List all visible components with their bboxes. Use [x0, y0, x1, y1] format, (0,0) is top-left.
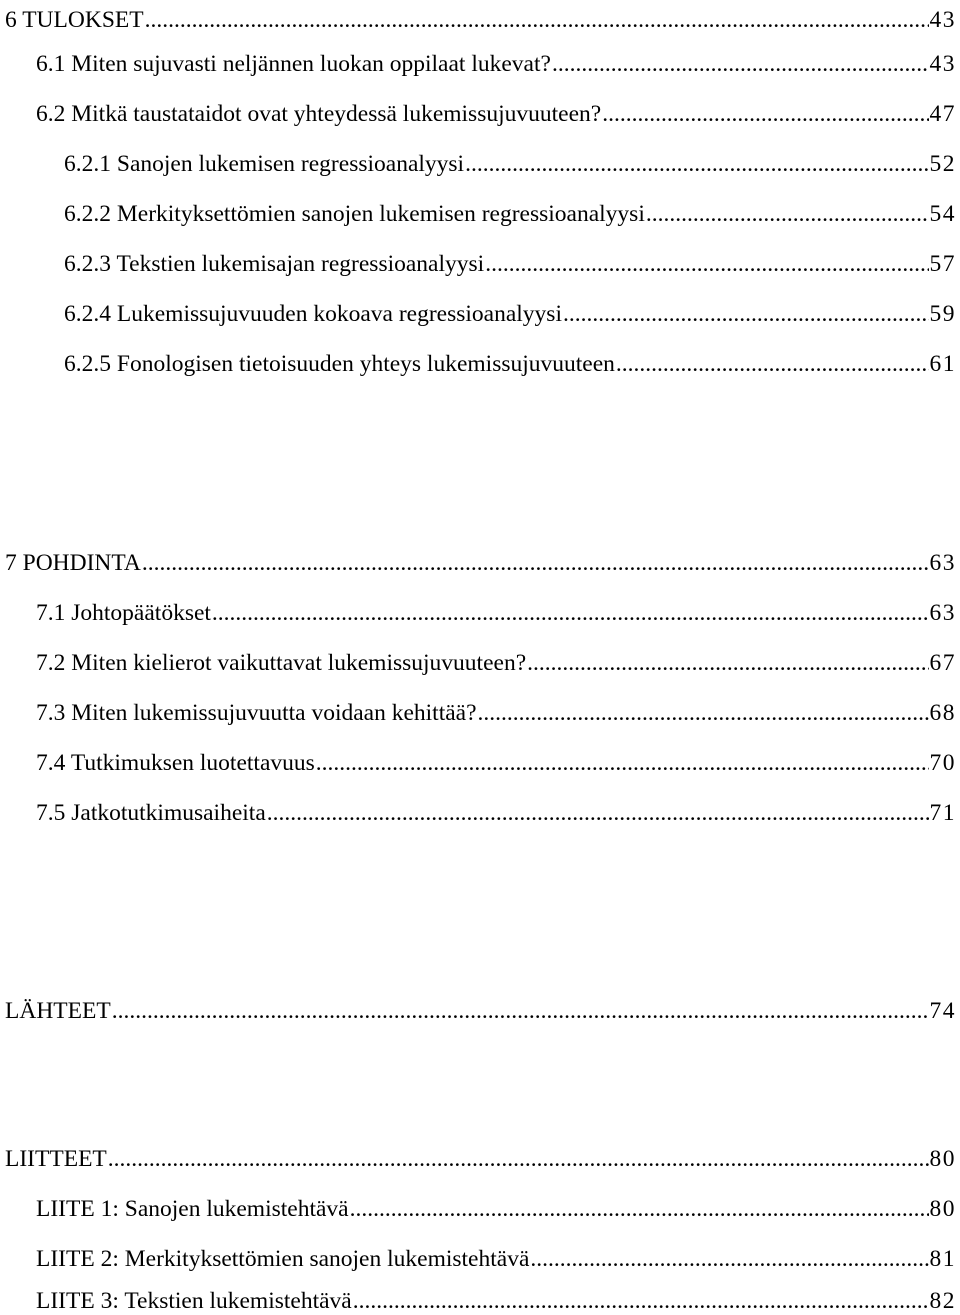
toc-entry-6-2[interactable]: [0, 94, 956, 128]
toc-page-number: 81: [929, 1246, 956, 1272]
toc-page-number: 63: [929, 550, 956, 576]
toc-entry-label: LIITE 2: Merkityksettömien sanojen lukemistehtävä: [36, 1246, 530, 1272]
toc-entry-label: 6.2.3 Tekstien lukemisajan regressioanalyysi: [64, 251, 485, 277]
toc-entry-7-1[interactable]: [0, 593, 956, 627]
toc-page-number: 80: [929, 1196, 956, 1222]
toc-entry-label: 7.5 Jatkotutkimusaiheita: [36, 800, 266, 826]
toc-entry-6-2-1[interactable]: [0, 144, 956, 178]
toc-entry-label: LÄHTEET: [5, 998, 111, 1024]
toc-entry-label: LIITTEET: [5, 1146, 107, 1172]
toc-entry-7-4[interactable]: [0, 743, 956, 777]
toc-entry-label: 6.2.5 Fonologisen tietoisuuden yhteys lukemissujuvuuteen: [64, 351, 615, 377]
toc-entry-label: 6 TULOKSET: [5, 7, 144, 33]
dot-leader: [267, 799, 929, 827]
toc-entry-label: 7.3 Miten lukemissujuvuutta voidaan kehittää?: [36, 700, 477, 726]
toc-page-number: 67: [929, 650, 956, 676]
dot-leader: [145, 6, 929, 34]
toc-page-number: 80: [929, 1146, 956, 1172]
toc-entry-label: 6.2.4 Lukemissujuvuuden kokoava regressioanalyysi: [64, 301, 562, 327]
toc-entry-7[interactable]: [0, 543, 956, 577]
toc-page-number: 59: [929, 301, 956, 327]
toc-entry-label: 7.4 Tutkimuksen luotettavuus: [36, 750, 315, 776]
dot-leader: [646, 200, 929, 228]
toc-entry-7-5[interactable]: [0, 793, 956, 827]
toc-page-number: 68: [929, 700, 956, 726]
toc-entry-6-2-4[interactable]: [0, 294, 956, 328]
toc-entry-6-2-2[interactable]: [0, 194, 956, 228]
toc-page-number: 52: [929, 151, 956, 177]
toc-entry-label: 6.2 Mitkä taustataidot ovat yhteydessä lukemissujuvuuteen?: [36, 101, 602, 127]
toc-page-number: 43: [929, 7, 956, 33]
dot-leader: [350, 1195, 929, 1223]
toc-page-number: 61: [929, 351, 956, 377]
toc-page-number: 82: [929, 1288, 956, 1314]
toc-entry-liite-3[interactable]: [0, 1281, 956, 1315]
toc-entry-7-3[interactable]: [0, 693, 956, 727]
dot-leader: [108, 1145, 929, 1173]
toc-entry-label: 6.2.1 Sanojen lukemisen regressioanalyysi: [64, 151, 465, 177]
toc-page-number: 54: [929, 201, 956, 227]
toc-entry-6-2-3[interactable]: [0, 244, 956, 278]
dot-leader: [465, 150, 928, 178]
toc-entry-label: LIITE 1: Sanojen lukemistehtävä: [36, 1196, 349, 1222]
dot-leader: [478, 699, 929, 727]
toc-page-number: 47: [929, 101, 956, 127]
toc-page-number: 63: [929, 600, 956, 626]
toc-page-number: 74: [929, 998, 956, 1024]
toc-entry-7-2[interactable]: [0, 643, 956, 677]
toc-page-number: 43: [929, 51, 956, 77]
dot-leader: [527, 649, 928, 677]
dot-leader: [485, 250, 928, 278]
dot-leader: [112, 997, 929, 1025]
dot-leader: [316, 749, 929, 777]
dot-leader: [616, 350, 929, 378]
dot-leader: [563, 300, 929, 328]
dot-leader: [353, 1287, 929, 1315]
toc-page-number: 71: [929, 800, 956, 826]
toc-entry-liitteet[interactable]: [0, 1139, 956, 1173]
toc-entry-liite-1[interactable]: [0, 1189, 956, 1223]
toc-entry-label: 7 POHDINTA: [5, 550, 141, 576]
toc-entry-label: 6.1 Miten sujuvasti neljännen luokan oppilaat lukevat?: [36, 51, 551, 77]
dot-leader: [142, 549, 929, 577]
toc-entry-label: LIITE 3: Tekstien lukemistehtävä: [36, 1288, 352, 1314]
dot-leader: [552, 50, 929, 78]
dot-leader: [530, 1245, 928, 1273]
toc-page-number: 57: [929, 251, 956, 277]
dot-leader: [212, 599, 929, 627]
toc-entry-label: 7.1 Johtopäätökset: [36, 600, 211, 626]
toc-entry-lahteet[interactable]: [0, 991, 956, 1025]
dot-leader: [602, 100, 928, 128]
toc-page-number: 70: [929, 750, 956, 776]
toc-entry-label: 7.2 Miten kielierot vaikuttavat lukemissujuvuuteen?: [36, 650, 527, 676]
toc-entry-liite-2[interactable]: [0, 1239, 956, 1273]
toc-entry-label: 6.2.2 Merkityksettömien sanojen lukemisen regressioanalyysi: [64, 201, 645, 227]
toc-entry-6-1[interactable]: [0, 44, 956, 78]
toc-entry-6-2-5[interactable]: [0, 344, 956, 378]
toc-entry-6[interactable]: [0, 0, 956, 34]
